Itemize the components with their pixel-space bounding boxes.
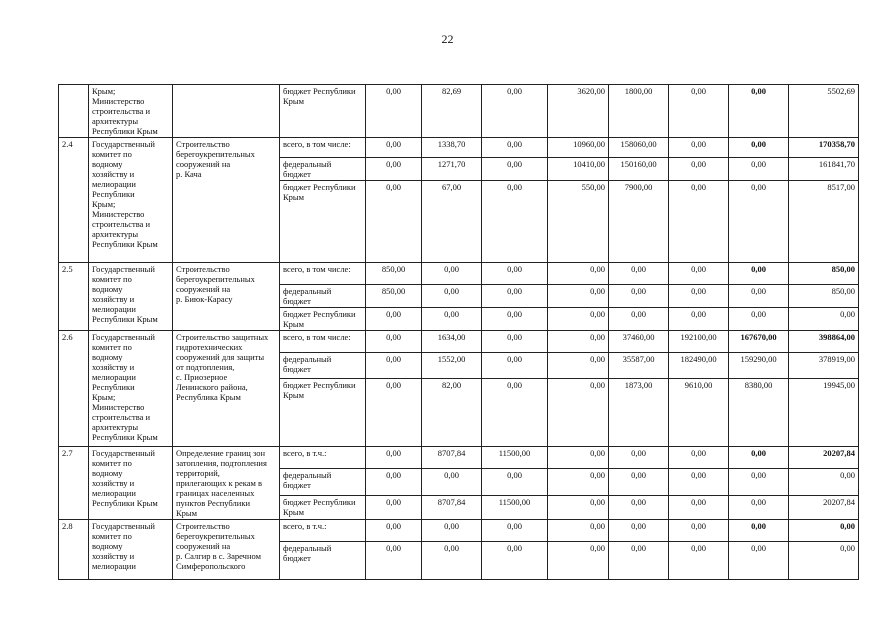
value-col-3: 0,00 (482, 353, 548, 379)
value-col-1: 0,00 (366, 308, 422, 331)
value-col-6: 0,00 (669, 85, 729, 138)
value-col-1: 0,00 (366, 520, 422, 542)
value-col-4: 0,00 (548, 263, 609, 285)
value-col-2: 8707,84 (422, 495, 482, 519)
value-col-6: 0,00 (669, 158, 729, 181)
value-col-8: 170358,70 (789, 138, 859, 158)
value-col-1: 0,00 (366, 353, 422, 379)
value-col-6: 0,00 (669, 181, 729, 263)
value-col-1: 0,00 (366, 181, 422, 263)
responsible-organization: Государственный комитет по водному хозяйству и мелиорации (89, 520, 173, 580)
value-col-2: 0,00 (422, 469, 482, 495)
responsible-organization: Государственный комитет по водному хозяйству и мелиорации Республики Крым (89, 263, 173, 331)
value-col-6: 0,00 (669, 138, 729, 158)
row-number: 2.7 (59, 447, 89, 520)
value-col-1: 0,00 (366, 379, 422, 447)
table-row (59, 520, 859, 542)
value-col-7: 0,00 (729, 138, 789, 158)
value-col-2: 0,00 (422, 308, 482, 331)
value-col-1: 0,00 (366, 542, 422, 580)
funding-source: всего, в том числе: (280, 263, 366, 285)
value-col-4: 0,00 (548, 285, 609, 308)
funding-source: федеральный бюджет (280, 285, 366, 308)
value-col-5: 1873,00 (609, 379, 669, 447)
row-number: 2.4 (59, 138, 89, 263)
value-col-1: 850,00 (366, 285, 422, 308)
value-col-3: 0,00 (482, 379, 548, 447)
value-col-8: 378919,00 (789, 353, 859, 379)
value-col-8: 850,00 (789, 285, 859, 308)
value-col-6: 0,00 (669, 469, 729, 495)
value-col-8: 20207,84 (789, 495, 859, 519)
value-col-7: 0,00 (729, 542, 789, 580)
row-number: 2.8 (59, 520, 89, 580)
funding-source: всего, в том числе: (280, 331, 366, 353)
value-col-5: 0,00 (609, 520, 669, 542)
project-name: Строительство защитных гидротехнических сооружений для защиты от подтопления, с. Приозерное Ленинского района, Республика Крым (173, 331, 280, 447)
table-row (59, 85, 859, 138)
value-col-1: 850,00 (366, 263, 422, 285)
row-number: 2.5 (59, 263, 89, 331)
funding-source: федеральный бюджет (280, 353, 366, 379)
project-name (173, 85, 280, 138)
value-col-5: 0,00 (609, 447, 669, 469)
value-col-2: 8707,84 (422, 447, 482, 469)
value-col-2: 1552,00 (422, 353, 482, 379)
value-col-4: 0,00 (548, 495, 609, 519)
value-col-1: 0,00 (366, 85, 422, 138)
table-row (59, 331, 859, 353)
value-col-6: 9610,00 (669, 379, 729, 447)
funding-source: бюджет Республики Крым (280, 181, 366, 263)
table-row (59, 263, 859, 285)
value-col-7: 8380,00 (729, 379, 789, 447)
value-col-5: 1800,00 (609, 85, 669, 138)
value-col-4: 3620,00 (548, 85, 609, 138)
page-number: 22 (441, 32, 454, 46)
funding-source: федеральный бюджет (280, 158, 366, 181)
value-col-3: 0,00 (482, 469, 548, 495)
project-name: Строительство берегоукрепительных сооружений на р. Салгир в с. Заречном Симферопольского (173, 520, 280, 580)
value-col-5: 0,00 (609, 263, 669, 285)
value-col-7: 0,00 (729, 263, 789, 285)
value-col-7: 0,00 (729, 181, 789, 263)
value-col-7: 0,00 (729, 158, 789, 181)
funding-source: бюджет Республики Крым (280, 495, 366, 519)
responsible-organization: Государственный комитет по водному хозяйству и мелиорации Республики Крым (89, 447, 173, 520)
value-col-6: 0,00 (669, 495, 729, 519)
responsible-organization: Государственный комитет по водному хозяйству и мелиорации Республики Крым; Министерство строительства и архитектуры Республики Крым (89, 331, 173, 447)
value-col-7: 0,00 (729, 285, 789, 308)
value-col-7: 0,00 (729, 469, 789, 495)
value-col-8: 0,00 (789, 542, 859, 580)
value-col-6: 0,00 (669, 447, 729, 469)
value-col-7: 0,00 (729, 308, 789, 331)
value-col-2: 82,00 (422, 379, 482, 447)
value-col-6: 0,00 (669, 285, 729, 308)
value-col-5: 0,00 (609, 495, 669, 519)
value-col-8: 8517,00 (789, 181, 859, 263)
project-name: Строительство берегоукрепительных сооружений на р. Биюк-Карасу (173, 263, 280, 331)
value-col-4: 10410,00 (548, 158, 609, 181)
value-col-1: 0,00 (366, 495, 422, 519)
value-col-4: 0,00 (548, 469, 609, 495)
value-col-8: 5502,69 (789, 85, 859, 138)
value-col-3: 0,00 (482, 331, 548, 353)
value-col-2: 0,00 (422, 520, 482, 542)
project-name: Строительство берегоукрепительных сооружений на р. Кача (173, 138, 280, 263)
value-col-7: 0,00 (729, 85, 789, 138)
value-col-8: 398864,00 (789, 331, 859, 353)
value-col-7: 0,00 (729, 447, 789, 469)
value-col-3: 0,00 (482, 158, 548, 181)
value-col-2: 0,00 (422, 263, 482, 285)
funding-source: бюджет Республики Крым (280, 379, 366, 447)
value-col-3: 0,00 (482, 542, 548, 580)
funding-source: федеральный бюджет (280, 469, 366, 495)
value-col-5: 150160,00 (609, 158, 669, 181)
value-col-5: 0,00 (609, 308, 669, 331)
value-col-4: 0,00 (548, 447, 609, 469)
funding-source: федеральный бюджет (280, 542, 366, 580)
value-col-4: 0,00 (548, 542, 609, 580)
value-col-3: 0,00 (482, 138, 548, 158)
value-col-3: 11500,00 (482, 495, 548, 519)
value-col-1: 0,00 (366, 158, 422, 181)
value-col-7: 0,00 (729, 520, 789, 542)
value-col-4: 0,00 (548, 331, 609, 353)
value-col-8: 0,00 (789, 469, 859, 495)
responsible-organization: Государственный комитет по водному хозяйству и мелиорации Республики Крым; Министерство строительства и архитектуры Республики Крым (89, 138, 173, 263)
value-col-5: 7900,00 (609, 181, 669, 263)
value-col-2: 67,00 (422, 181, 482, 263)
value-col-1: 0,00 (366, 138, 422, 158)
value-col-8: 0,00 (789, 520, 859, 542)
project-name: Определение границ зон затопления, подтопления территорий, прилегающих к рекам в границах населенных пунктов Республики Крым (173, 447, 280, 520)
value-col-6: 0,00 (669, 520, 729, 542)
funding-source: всего, в т.ч.: (280, 447, 366, 469)
value-col-8: 19945,00 (789, 379, 859, 447)
value-col-6: 0,00 (669, 263, 729, 285)
funding-source: бюджет Республики Крым (280, 85, 366, 138)
value-col-1: 0,00 (366, 447, 422, 469)
value-col-8: 850,00 (789, 263, 859, 285)
responsible-organization: Крым; Министерство строительства и архитектуры Республики Крым (89, 85, 173, 138)
value-col-5: 0,00 (609, 285, 669, 308)
value-col-5: 0,00 (609, 469, 669, 495)
funding-source: всего, в т.ч.: (280, 520, 366, 542)
value-col-7: 159290,00 (729, 353, 789, 379)
value-col-5: 0,00 (609, 542, 669, 580)
row-number (59, 85, 89, 138)
value-col-8: 20207,84 (789, 447, 859, 469)
value-col-3: 0,00 (482, 308, 548, 331)
value-col-6: 0,00 (669, 308, 729, 331)
value-col-2: 82,69 (422, 85, 482, 138)
value-col-6: 182490,00 (669, 353, 729, 379)
value-col-8: 161841,70 (789, 158, 859, 181)
value-col-1: 0,00 (366, 469, 422, 495)
value-col-5: 35587,00 (609, 353, 669, 379)
value-col-4: 550,00 (548, 181, 609, 263)
value-col-5: 158060,00 (609, 138, 669, 158)
value-col-4: 0,00 (548, 520, 609, 542)
value-col-2: 1338,70 (422, 138, 482, 158)
value-col-6: 0,00 (669, 542, 729, 580)
row-number: 2.6 (59, 331, 89, 447)
funding-source: всего, в том числе: (280, 138, 366, 158)
value-col-4: 10960,00 (548, 138, 609, 158)
value-col-2: 0,00 (422, 542, 482, 580)
value-col-3: 11500,00 (482, 447, 548, 469)
value-col-3: 0,00 (482, 181, 548, 263)
value-col-4: 0,00 (548, 308, 609, 331)
value-col-6: 192100,00 (669, 331, 729, 353)
value-col-8: 0,00 (789, 308, 859, 331)
funding-source: бюджет Республики Крым (280, 308, 366, 331)
value-col-7: 0,00 (729, 495, 789, 519)
value-col-3: 0,00 (482, 263, 548, 285)
value-col-2: 1271,70 (422, 158, 482, 181)
value-col-2: 1634,00 (422, 331, 482, 353)
value-col-7: 167670,00 (729, 331, 789, 353)
table-row (59, 447, 859, 469)
value-col-4: 0,00 (548, 353, 609, 379)
value-col-1: 0,00 (366, 331, 422, 353)
value-col-4: 0,00 (548, 379, 609, 447)
value-col-3: 0,00 (482, 520, 548, 542)
budget-table (58, 84, 859, 580)
value-col-2: 0,00 (422, 285, 482, 308)
value-col-3: 0,00 (482, 285, 548, 308)
table-row (59, 138, 859, 158)
value-col-3: 0,00 (482, 85, 548, 138)
value-col-5: 37460,00 (609, 331, 669, 353)
